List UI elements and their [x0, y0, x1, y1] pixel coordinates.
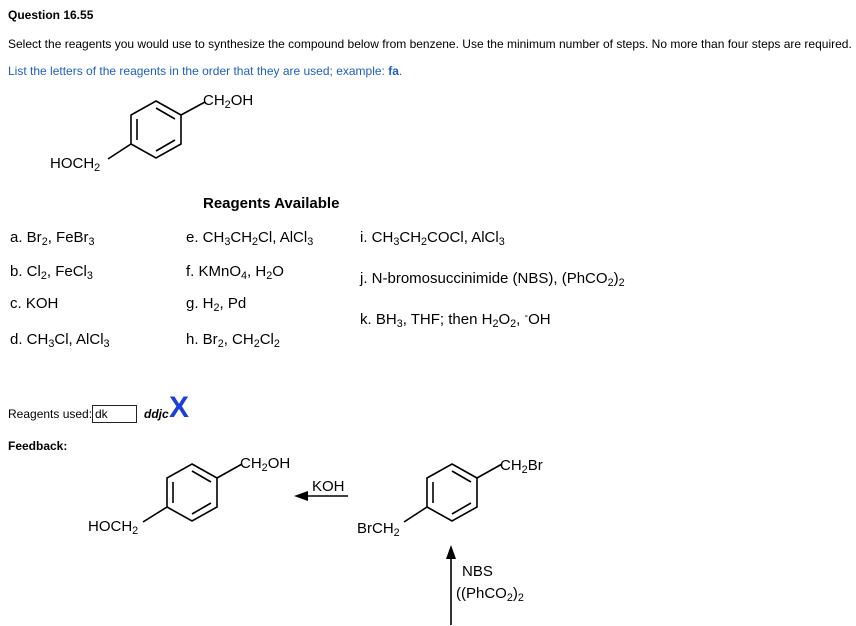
- question-instruction: Select the reagents you would use to synthesize the compound below from benzene. Use the minimum number of steps. No more than four steps are required.: [8, 37, 852, 51]
- up-arrow-label-initiator: ($(PhCO_2)_2$: [456, 585, 524, 605]
- reagent-k: k. $BH_3$, THF; then $H_2O_2$, -OH: [360, 310, 551, 331]
- product-top-bond: [217, 464, 242, 478]
- product-benzene-ring: [167, 464, 217, 521]
- x-mark-icon: X: [169, 391, 190, 424]
- reagent-e: e. $CH_3CH_2Cl$, AlCl$_3$: [186, 229, 314, 249]
- reagent-j: j. N-bromosuccinimide (NBS), $(PhCO_2)_2$: [360, 270, 625, 290]
- reagent-h: h. $Br_2$, $CH_2Cl_2$: [186, 331, 280, 351]
- target-molecule: [108, 101, 205, 159]
- reagents-used-label: Reagents used:: [8, 407, 93, 421]
- reagent-a: a. $Br_2$, FeBr$_3$: [10, 229, 95, 249]
- target-top-bond: [181, 102, 205, 115]
- up-arrow-label-nbs: NBS: [462, 563, 493, 580]
- reagent-d: d. $CH_3Cl$, AlCl$_3$: [10, 331, 110, 351]
- list-instruction-text: List the letters of the reagents in the order that they are used; example:: [8, 64, 389, 78]
- list-instruction-suffix: .: [398, 64, 403, 78]
- arrow-label-koh: KOH: [312, 478, 345, 495]
- reagent-f: f. KMnO$_4$, $H_2O$: [186, 263, 284, 283]
- reagents-heading: Reagents Available: [203, 195, 340, 212]
- feedback-intermediate-molecule: [404, 464, 502, 522]
- intermediate-top-group: $CH_2Br$: [500, 457, 543, 477]
- feedback-label: Feedback:: [8, 439, 68, 453]
- intermediate-bottom-group: BrCH$_2$: [357, 520, 400, 540]
- list-example: fa: [388, 64, 399, 78]
- reagent-g: g. $H_2$, Pd: [186, 295, 247, 315]
- product-top-group: $CH_2OH$: [240, 455, 291, 475]
- correct-answer: ddjc: [144, 407, 169, 421]
- question-title: Question 16.55: [8, 8, 94, 22]
- target-bottom-group: $HOCH_2$: [50, 155, 101, 175]
- reagent-b: b. $Cl_2$, FeCl$_3$: [10, 263, 93, 283]
- target-top-group: $CH_2OH$: [203, 92, 254, 112]
- intermediate-bottom-bond: [404, 507, 427, 522]
- reagent-i: i. $CH_3CH_2COCl$, AlCl$_3$: [360, 229, 505, 249]
- target-bottom-bond: [108, 144, 131, 159]
- reagents-used-input[interactable]: dk: [92, 405, 137, 423]
- intermediate-benzene-ring: [427, 464, 477, 521]
- intermediate-top-bond: [477, 464, 502, 478]
- feedback-product-molecule: [143, 464, 242, 522]
- product-bottom-group: $HOCH_2$: [88, 518, 139, 538]
- product-bottom-bond: [143, 507, 167, 522]
- target-benzene-ring: [131, 101, 181, 158]
- up-arrow: [446, 545, 456, 625]
- reagent-c: c. KOH: [10, 295, 59, 312]
